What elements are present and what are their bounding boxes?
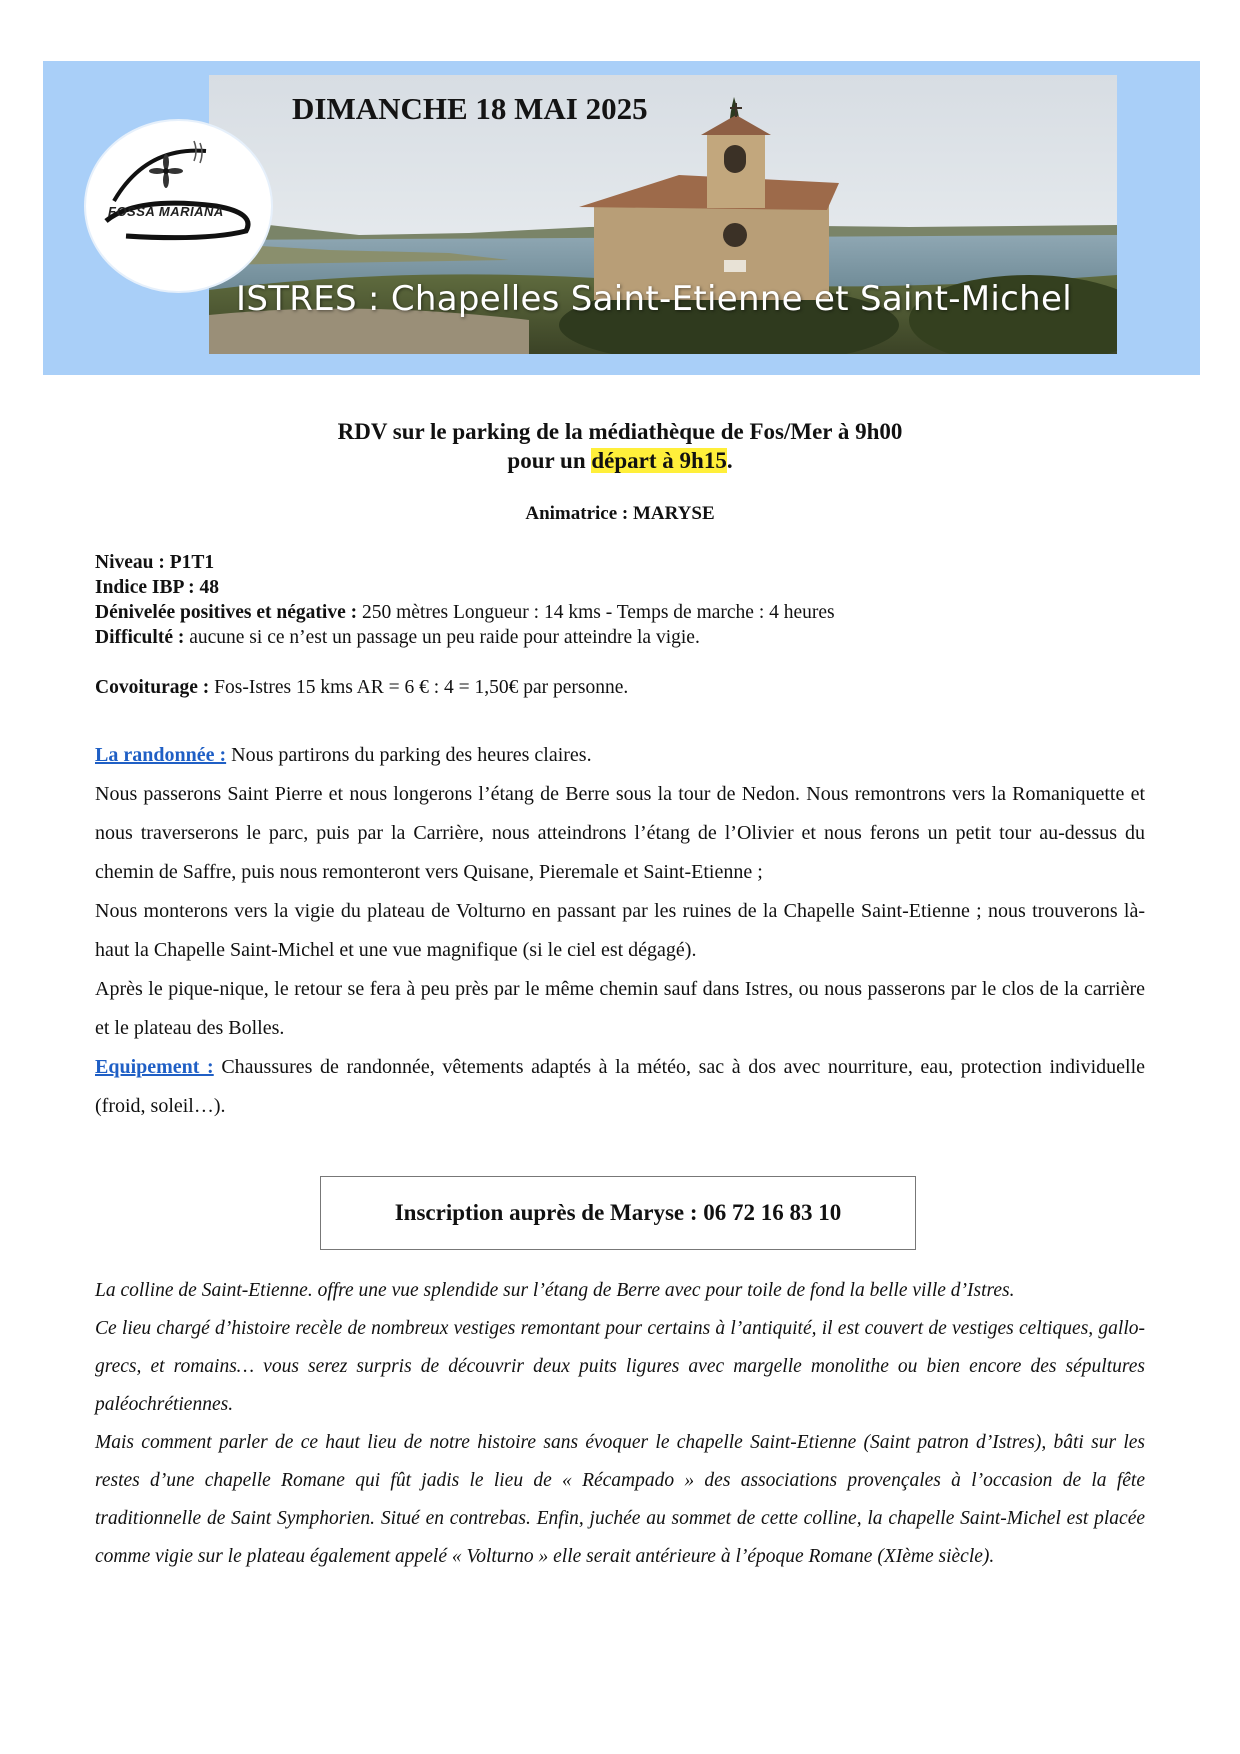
randonnee-p2: Nous monterons vers la vigie du plateau de Volturno en passant par les ruines de la Chapelle Saint-Etienne ; nous trouverons là-haut la Chapelle Saint-Michel et une vue magnifique (si le ciel est dégagé).: [95, 900, 1145, 961]
randonnee-link[interactable]: La randonnée :: [95, 744, 227, 766]
hike-specs: [95, 550, 835, 650]
covoiturage: [95, 677, 628, 699]
randonnee-intro: Nous partirons du parking des heures claires.: [226, 744, 592, 766]
randonnee-p3: Après le pique-nique, le retour se fera à peu près par le même chemin sauf dans Istres, ou nous passerons par le clos de la carrière et le plateau des Bolles.: [95, 978, 1145, 1039]
covoiturage-label: Covoiturage :: [95, 677, 210, 698]
description-p1: La colline de Saint-Etienne. offre une vue splendide sur l’étang de Berre avec pour toile de fond la belle ville d’Istres.: [95, 1280, 1015, 1301]
description-p3: Mais comment parler de ce haut lieu de notre histoire sans évoquer le chapelle Saint-Etienne (Saint patron d’Istres), bâti sur les restes d’une chapelle Romane qui fût jadis le lieu de « Récampado » des associations provençales à l’occasion de la fête traditionnelle de Saint Symphorien. Situé en contrebas. Enfin, juchée au sommet de cette colline, la chapelle Saint-Michel est placée comme vigie sur le plateau également appelé « Volturno » elle serait antérieure à l’époque Romane (XIème siècle).: [95, 1432, 1145, 1567]
equipement-value: Chaussures de randonnée, vêtements adaptés à la météo, sac à dos avec nourriture, eau, protection individuelle (froid, soleil…).: [95, 1056, 1146, 1117]
randonnee-p1: Nous passerons Saint Pierre et nous longerons l’étang de Berre sous la tour de Nedon. Nous remontrons vers la Romaniquette et nous traverserons le parc, puis par la Carrière, nous atteindrons l’étang de l’Olivier et nous ferons un petit tour au-dessus du chemin de Saffre, puis nous remonteront vers Quisane, Pieremale et Saint-Etienne ;: [95, 783, 1145, 883]
rdv-info: [0, 417, 1240, 475]
inscription-text: Inscription auprès de Maryse : 06 72 16 83 10: [394, 1200, 842, 1225]
indice-ibp: Indice IBP : 48: [95, 577, 220, 598]
difficulte-value: aucune si ce n’est un passage un peu raide pour atteindre la vigie.: [184, 627, 700, 648]
event-date: DIMANCHE 18 MAI 2025: [292, 91, 648, 126]
denivele-value: 250 mètres Longueur : 14 kms - Temps de marche : 4 heures: [357, 602, 835, 623]
description-section: [95, 1272, 1145, 1576]
equipement-link[interactable]: Equipement :: [95, 1056, 214, 1078]
animatrice: Animatrice : MARYSE: [525, 503, 715, 524]
event-title: ISTRES : Chapelles Saint-Etienne et Saint-Michel: [236, 279, 1072, 319]
rdv-line1: RDV sur le parking de la médiathèque de Fos/Mer à 9h00: [337, 419, 903, 444]
niveau: Niveau : P1T1: [95, 552, 215, 573]
rdv-line2-suffix: .: [726, 448, 733, 473]
randonnee-section: [95, 736, 1145, 1126]
rdv-line2-prefix: pour un: [507, 448, 592, 473]
denivele-label: Dénivelée positives et négative :: [95, 602, 358, 623]
difficulte-label: Difficulté :: [95, 627, 185, 648]
departure-time-highlight: départ à 9h15: [591, 448, 727, 473]
club-logo: [86, 121, 271, 291]
description-p2: Ce lieu chargé d’histoire recèle de nombreux vestiges remontant pour certains à l’antiquité, il est couvert de vestiges celtiques, gallo-grecs, et romains… vous serez surpris de découvrir deux puits ligures avec margelle monolithe ou bien encore des sépultures paléochrétiennes.: [95, 1318, 1145, 1415]
covoiturage-value: Fos-Istres 15 kms AR = 6 € : 4 = 1,50€ par personne.: [209, 677, 629, 698]
rdv-line2: [0, 446, 1240, 475]
logo-text: FOSSA MARIANA: [108, 204, 224, 219]
inscription-box: [320, 1176, 916, 1250]
